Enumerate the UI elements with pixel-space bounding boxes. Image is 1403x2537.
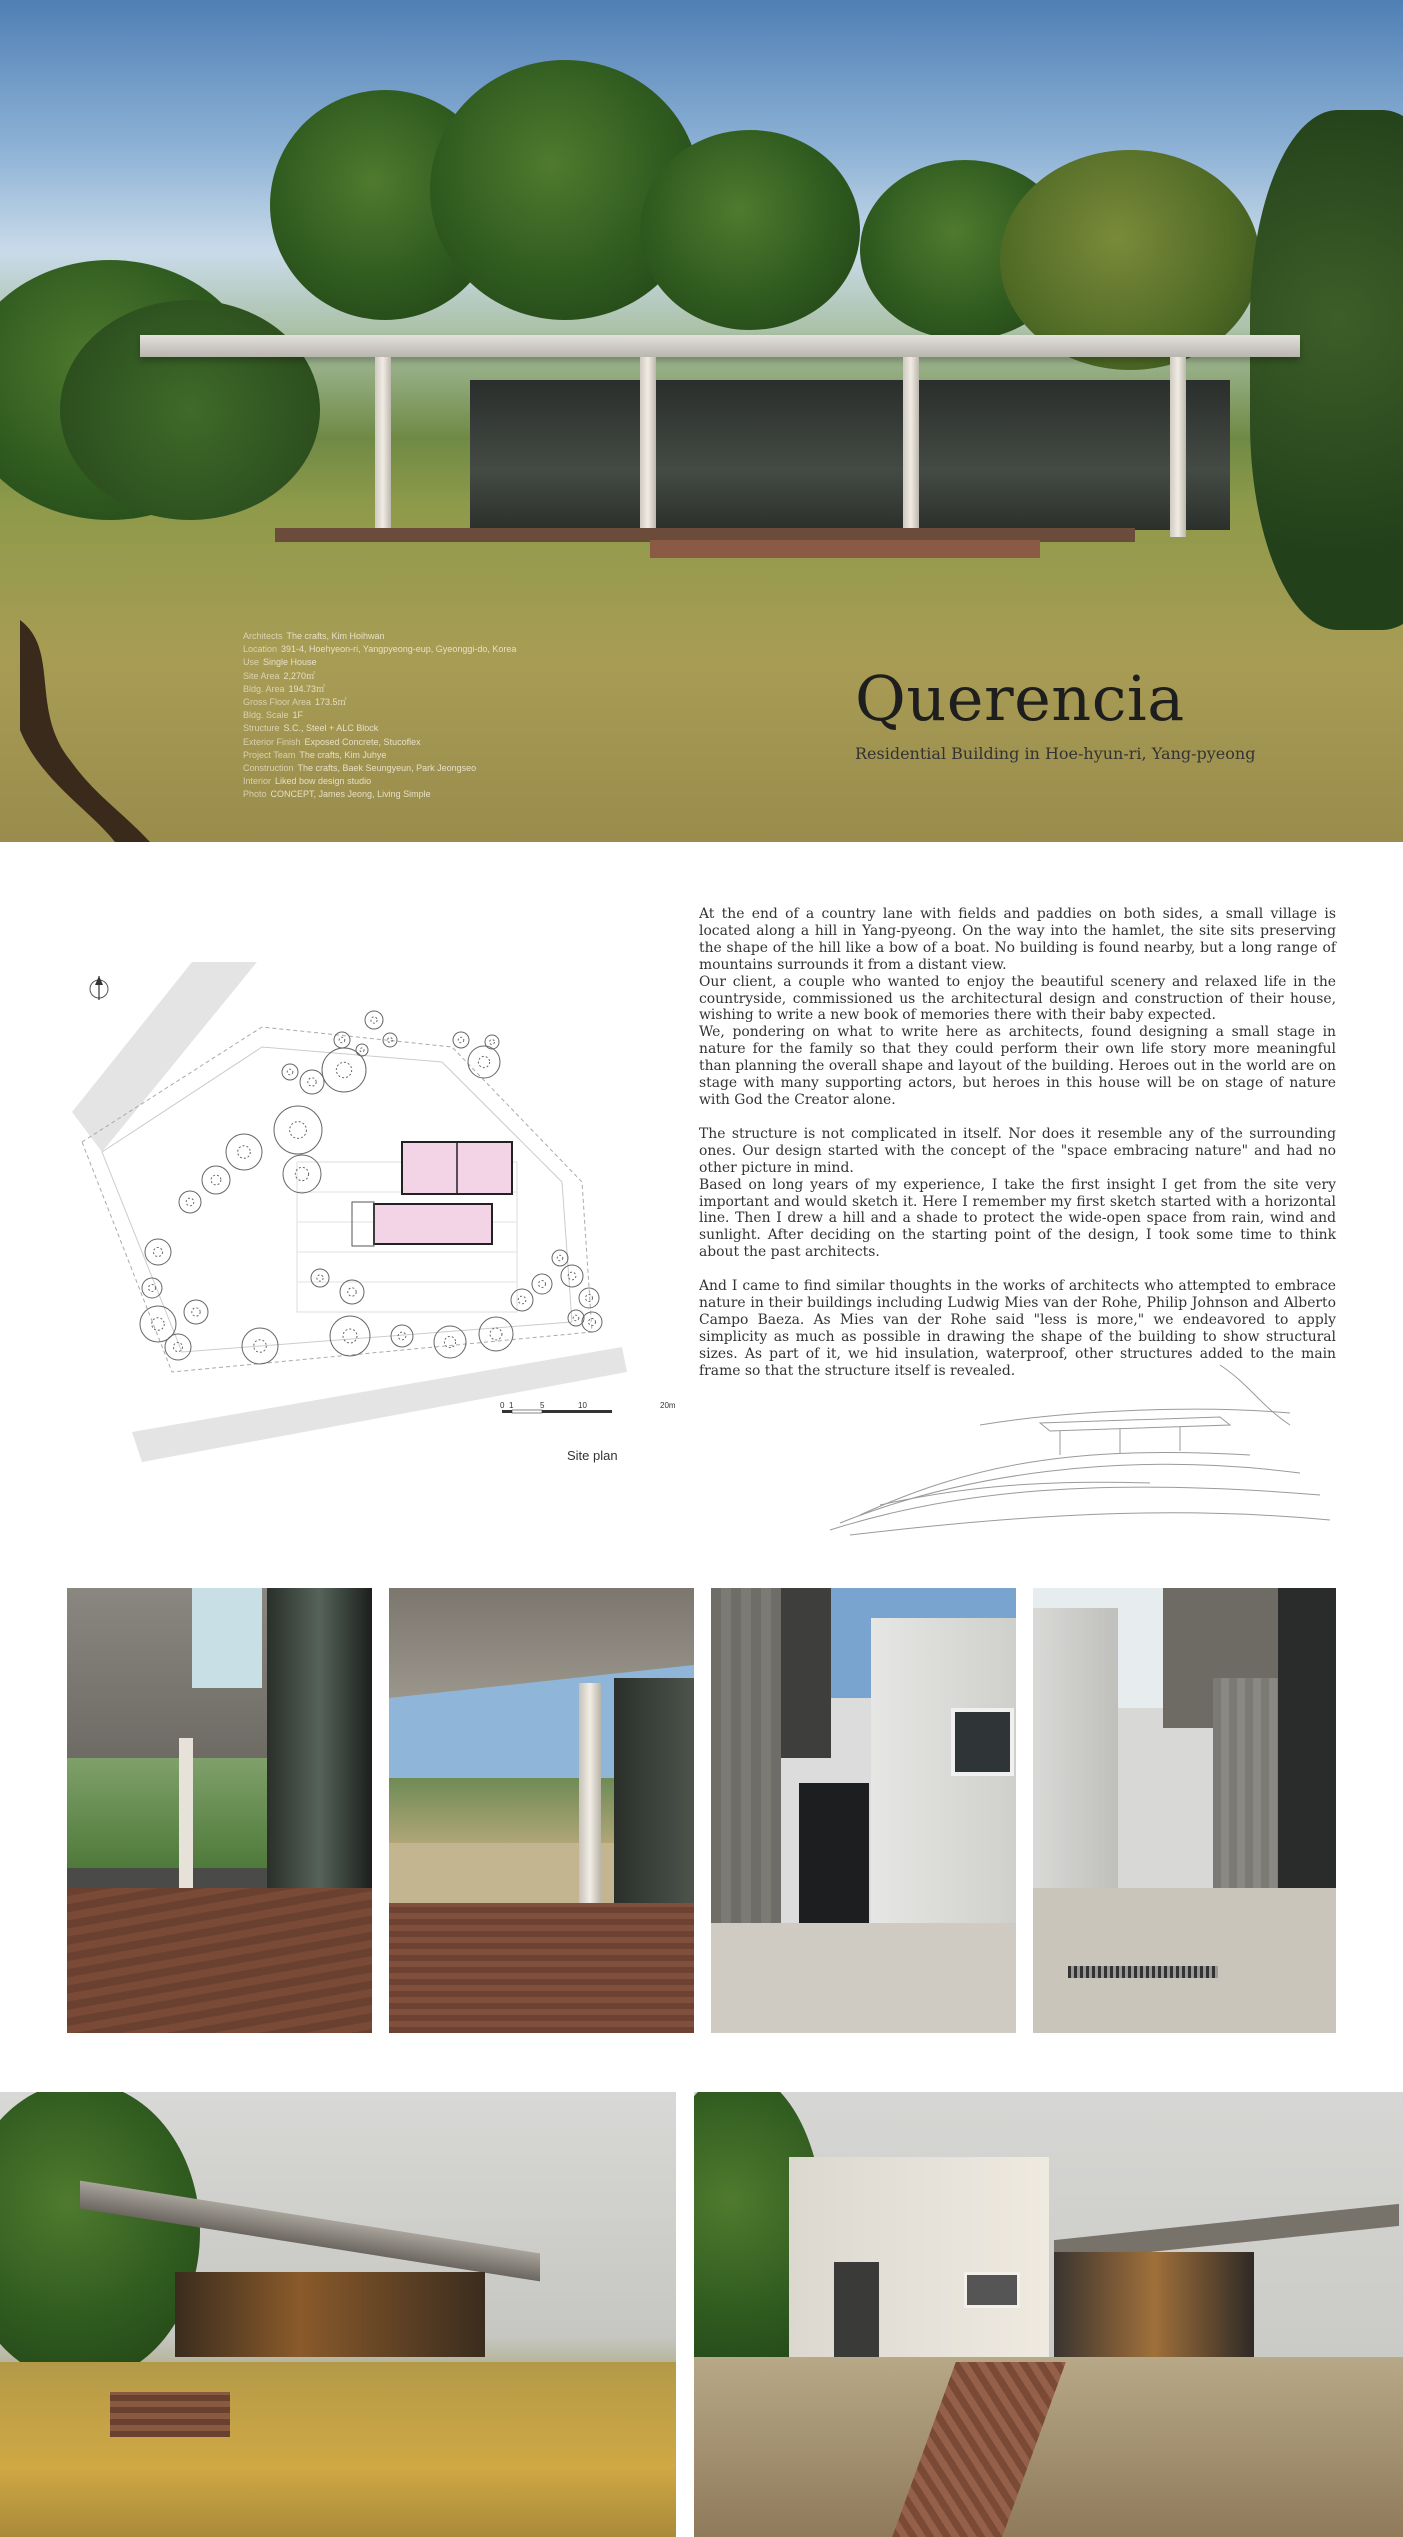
paragraph: Our client, a couple who wanted to enjoy the beautiful scenery and relaxed life in the countryside, commissioned us the architectural design and construction of their house, wishing to write a new book of memories there with their baby expected.	[699, 973, 1336, 1024]
spec-key: Gross Floor Area	[243, 697, 312, 708]
plan-tree	[479, 1317, 513, 1351]
spec-value: The crafts, Kim Juhye	[299, 749, 387, 760]
plan-tree	[311, 1269, 329, 1287]
spec-value: 173.5㎡	[315, 697, 347, 708]
spec-row	[243, 709, 516, 722]
spec-row	[243, 656, 516, 669]
plan-tree	[434, 1326, 466, 1358]
plan-tree	[453, 1032, 469, 1048]
site-plan-caption: Site plan	[567, 1448, 618, 1463]
hero-photo	[0, 0, 1403, 842]
spec-key: Construction	[243, 763, 294, 774]
paragraph: Based on long years of my experience, I take the first insight I get from the site very important and would sketch it. Here I remember my first sketch started with a horizontal line. Then I drew a hill and a shade to protect the wide-open space from rain, wind and sunlight. After deciding on the starting point of the design, I took some time to think about the past architects.	[699, 1176, 1336, 1261]
spec-value: Single House	[263, 657, 317, 668]
spec-value: 1F	[292, 710, 304, 721]
spec-key: Structure	[243, 723, 280, 734]
scale-label: 5	[540, 1401, 545, 1410]
spec-row	[243, 670, 516, 683]
spec-row	[243, 722, 516, 735]
site-plan-drawing	[62, 952, 682, 1472]
spec-key: Site Area	[243, 670, 280, 681]
spec-key: Architects	[243, 631, 283, 641]
plan-tree	[184, 1300, 208, 1324]
plan-tree	[485, 1035, 499, 1049]
spec-row	[243, 749, 516, 762]
spec-value: The crafts, Baek Seungyeun, Park Jeongseo	[297, 763, 477, 774]
plan-tree	[568, 1310, 584, 1326]
photo-exterior-dusk-left	[0, 2092, 676, 2537]
plan-tree	[142, 1278, 162, 1298]
photo-terrace-column	[389, 1588, 694, 2033]
plan-tree	[179, 1191, 201, 1213]
spec-key: Photo	[243, 789, 267, 800]
spec-value: Liked bow design studio	[275, 776, 372, 787]
project-specs	[243, 630, 516, 802]
spec-key: Use	[243, 657, 260, 668]
plan-tree	[322, 1048, 366, 1092]
spec-value: The crafts, Kim Hoihwan	[286, 631, 385, 641]
spec-value: S.C., Steel + ALC Block	[283, 723, 379, 734]
article-body	[699, 906, 1336, 1380]
scale-label: 10	[578, 1401, 587, 1410]
scale-label: 0	[500, 1401, 505, 1410]
photo-exterior-dusk-right	[694, 2092, 1403, 2537]
plan-tree	[165, 1334, 191, 1360]
plan-tree	[283, 1155, 321, 1193]
spec-row	[243, 762, 516, 775]
photo-side-passage	[1033, 1588, 1336, 2033]
plan-tree	[561, 1265, 583, 1287]
scale-label: 1	[509, 1401, 514, 1410]
plan-tree	[340, 1280, 364, 1304]
plan-tree	[145, 1239, 171, 1265]
plan-tree	[365, 1011, 383, 1029]
plan-tree	[468, 1046, 500, 1078]
plan-tree	[552, 1250, 568, 1266]
spec-value: 2,270㎡	[283, 670, 316, 681]
spec-row	[243, 736, 516, 749]
plan-tree	[330, 1316, 370, 1356]
spec-key: Interior	[243, 776, 272, 787]
spec-row	[243, 683, 516, 696]
north-arrow-icon	[90, 976, 108, 1000]
photo-terrace-left	[67, 1588, 372, 2033]
spec-key: Exterior Finish	[243, 736, 301, 747]
plan-tree	[202, 1166, 230, 1194]
spec-value: 391-4, Hoehyeon-ri, Yangpyeong-eup, Gyeonggi-do, Korea	[281, 644, 517, 655]
spec-key: Location	[243, 644, 278, 655]
paragraph: And I came to find similar thoughts in the works of architects who attempted to embrace nature in their buildings including Ludwig Mies van der Rohe, Philip Johnson and Alberto Campo Baeza. As Mies van der Rohe said "less is more," we endeavored to apply simplicity as much as possible in drawing the shape of the building to show structural sizes. As part of it, we hid insulation, waterproof, other structures added to the main frame so that the structure itself is revealed.	[699, 1278, 1336, 1379]
plan-tree	[226, 1134, 262, 1170]
paragraph: At the end of a country lane with fields and paddies on both sides, a small village is located along a hill in Yang-pyeong. On the way into the hamlet, the site sits preserving the shape of the hill like a bow of a boat. No building is found nearby, but a long range of mountains surrounds it from a distant view.	[699, 906, 1336, 973]
plan-tree	[282, 1064, 298, 1080]
spec-row	[243, 643, 516, 656]
plan-tree	[356, 1044, 368, 1056]
spec-key: Project Team	[243, 749, 296, 760]
spec-value: CONCEPT, James Jeong, Living Simple	[270, 789, 431, 800]
concept-sketch	[820, 1355, 1340, 1545]
spec-value: 194.73㎡	[288, 683, 326, 694]
spec-value: Exposed Concrete, Stucoflex	[304, 736, 421, 747]
photo-entrance-passage	[711, 1588, 1016, 2033]
plan-tree	[300, 1070, 324, 1094]
spec-row	[243, 788, 516, 801]
paragraph: The structure is not complicated in itself. Nor does it resemble any of the surrounding ones. Our design started with the concept of the "space embracing nature" and had no other picture in mind.	[699, 1125, 1336, 1176]
plan-tree	[511, 1289, 533, 1311]
plan-tree	[274, 1106, 322, 1154]
plan-tree	[532, 1274, 552, 1294]
plan-tree	[334, 1032, 350, 1048]
page-subtitle: Residential Building in Hoe-hyun-ri, Yang-pyeong	[855, 744, 1256, 763]
spec-row	[243, 630, 516, 643]
spec-row	[243, 696, 516, 709]
page-title: Querencia	[855, 662, 1185, 735]
paragraph: We, pondering on what to write here as architects, found designing a small stage in nature for the family so that they could perform their own life story more meaningful than planning the overall shape and layout of the building. Heroes out in the world are on stage with many supporting actors, but heroes in this house will be on stage of nature with God the Creator alone.	[699, 1024, 1336, 1108]
spec-key: Bldg. Scale	[243, 710, 289, 721]
scale-label: 20m	[660, 1401, 676, 1410]
spec-key: Bldg. Area	[243, 683, 285, 694]
spec-row	[243, 775, 516, 788]
plan-tree	[582, 1312, 602, 1332]
